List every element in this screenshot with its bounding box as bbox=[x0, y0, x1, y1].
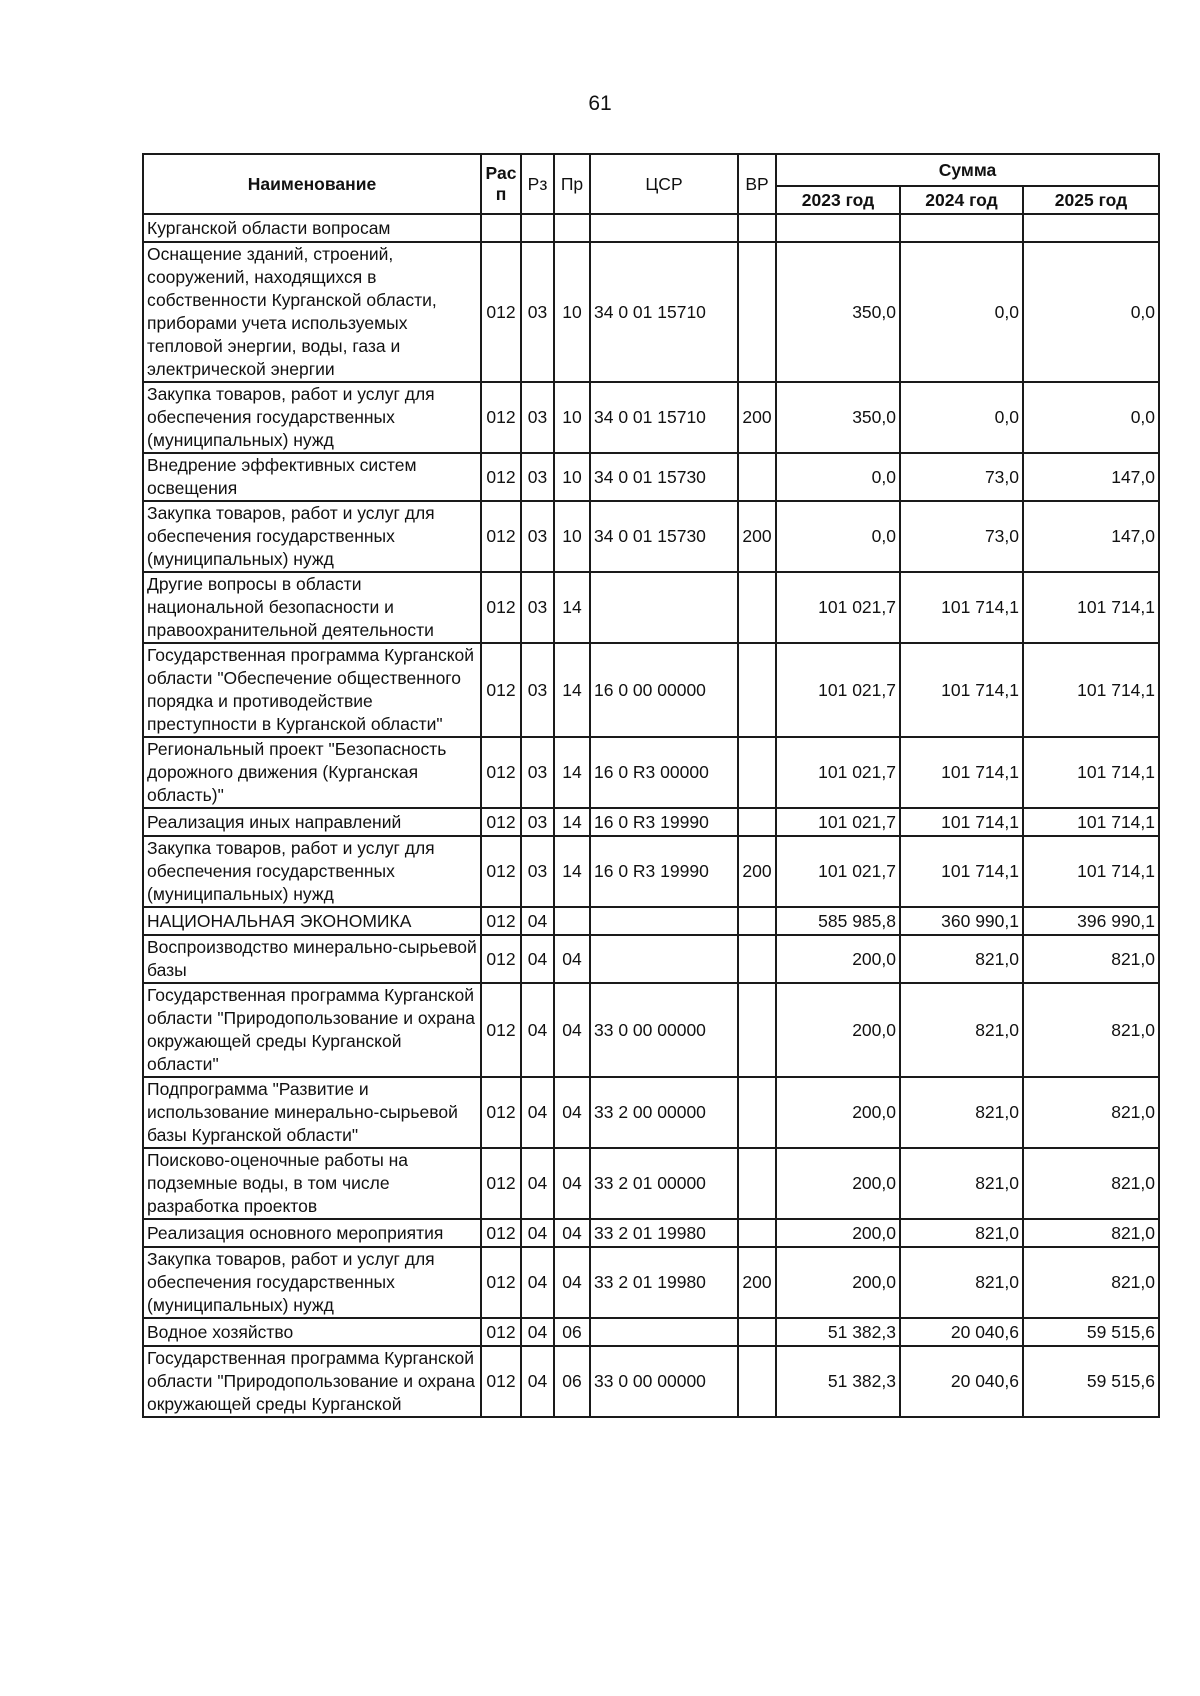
cell-2025: 147,0 bbox=[1023, 453, 1159, 501]
cell-2024: 73,0 bbox=[900, 501, 1023, 572]
table-row bbox=[143, 1346, 1159, 1417]
cell-vr bbox=[738, 935, 776, 983]
cell-csr: 34 0 01 15730 bbox=[590, 501, 738, 572]
cell-rasp: 012 bbox=[481, 1219, 521, 1247]
cell-2025: 821,0 bbox=[1023, 1219, 1159, 1247]
cell-pr: 14 bbox=[554, 643, 590, 737]
col-header-name: Наименование bbox=[143, 154, 481, 214]
cell-csr: 16 0 R3 19990 bbox=[590, 808, 738, 836]
cell-2024: 821,0 bbox=[900, 1077, 1023, 1148]
col-header-pr: Пр bbox=[554, 154, 590, 214]
table-row bbox=[143, 935, 1159, 983]
cell-2025: 396 990,1 bbox=[1023, 907, 1159, 935]
cell-vr bbox=[738, 1148, 776, 1219]
cell-name: Водное хозяйство bbox=[143, 1318, 481, 1346]
cell-vr bbox=[738, 242, 776, 382]
cell-rasp: 012 bbox=[481, 382, 521, 453]
cell-rasp: 012 bbox=[481, 836, 521, 907]
cell-name: Поисково-оценочные работы на подземные воды, в том числе разработка проектов bbox=[143, 1148, 481, 1219]
cell-name: Региональный проект "Безопасность дорожного движения (Курганская область)" bbox=[143, 737, 481, 808]
cell-rz: 03 bbox=[521, 808, 554, 836]
table-row bbox=[143, 242, 1159, 382]
cell-rz: 03 bbox=[521, 643, 554, 737]
cell-name: Государственная программа Курганской области "Природопользование и охрана окружающей среды Курганской области" bbox=[143, 983, 481, 1077]
cell-2024: 101 714,1 bbox=[900, 737, 1023, 808]
cell-2023: 0,0 bbox=[776, 501, 900, 572]
col-header-sum: Сумма bbox=[776, 154, 1159, 186]
cell-2023: 585 985,8 bbox=[776, 907, 900, 935]
cell-rz: 03 bbox=[521, 382, 554, 453]
cell-name: Другие вопросы в области национальной безопасности и правоохранительной деятельности bbox=[143, 572, 481, 643]
cell-2023: 350,0 bbox=[776, 242, 900, 382]
cell-vr bbox=[738, 907, 776, 935]
table-row bbox=[143, 983, 1159, 1077]
table-row bbox=[143, 572, 1159, 643]
cell-rasp: 012 bbox=[481, 501, 521, 572]
table-row bbox=[143, 1077, 1159, 1148]
cell-name: Закупка товаров, работ и услуг для обеспечения государственных (муниципальных) нужд bbox=[143, 1247, 481, 1318]
cell-2025: 101 714,1 bbox=[1023, 737, 1159, 808]
cell-vr: 200 bbox=[738, 836, 776, 907]
cell-pr: 04 bbox=[554, 1219, 590, 1247]
cell-2024: 101 714,1 bbox=[900, 572, 1023, 643]
cell-csr: 16 0 R3 19990 bbox=[590, 836, 738, 907]
cell-2023: 200,0 bbox=[776, 1148, 900, 1219]
cell-pr: 04 bbox=[554, 983, 590, 1077]
cell-2024: 101 714,1 bbox=[900, 643, 1023, 737]
cell-rasp: 012 bbox=[481, 1346, 521, 1417]
cell-csr: 34 0 01 15710 bbox=[590, 242, 738, 382]
cell-csr: 34 0 01 15730 bbox=[590, 453, 738, 501]
cell-rz: 04 bbox=[521, 1148, 554, 1219]
cell-vr bbox=[738, 737, 776, 808]
cell-pr bbox=[554, 907, 590, 935]
table-row bbox=[143, 1219, 1159, 1247]
cell-pr: 14 bbox=[554, 737, 590, 808]
cell-csr bbox=[590, 214, 738, 242]
col-header-vr: ВР bbox=[738, 154, 776, 214]
cell-vr bbox=[738, 808, 776, 836]
cell-rz: 03 bbox=[521, 242, 554, 382]
cell-2024: 821,0 bbox=[900, 1148, 1023, 1219]
cell-rz: 04 bbox=[521, 907, 554, 935]
table-row bbox=[143, 907, 1159, 935]
table-row bbox=[143, 737, 1159, 808]
cell-vr: 200 bbox=[738, 1247, 776, 1318]
cell-2023: 200,0 bbox=[776, 1077, 900, 1148]
cell-vr bbox=[738, 1318, 776, 1346]
cell-rasp: 012 bbox=[481, 935, 521, 983]
cell-rasp: 012 bbox=[481, 808, 521, 836]
cell-vr bbox=[738, 643, 776, 737]
cell-csr: 33 2 01 19980 bbox=[590, 1247, 738, 1318]
cell-rz: 03 bbox=[521, 501, 554, 572]
cell-name: Закупка товаров, работ и услуг для обеспечения государственных (муниципальных) нужд bbox=[143, 382, 481, 453]
cell-pr: 10 bbox=[554, 382, 590, 453]
cell-2023: 200,0 bbox=[776, 935, 900, 983]
cell-rz: 03 bbox=[521, 737, 554, 808]
cell-2024: 821,0 bbox=[900, 935, 1023, 983]
table-row bbox=[143, 1247, 1159, 1318]
cell-pr: 04 bbox=[554, 935, 590, 983]
cell-name: Закупка товаров, работ и услуг для обеспечения государственных (муниципальных) нужд bbox=[143, 501, 481, 572]
cell-csr: 33 0 00 00000 bbox=[590, 983, 738, 1077]
cell-csr bbox=[590, 907, 738, 935]
cell-2024: 20 040,6 bbox=[900, 1346, 1023, 1417]
cell-2025: 59 515,6 bbox=[1023, 1346, 1159, 1417]
cell-csr: 33 2 01 00000 bbox=[590, 1148, 738, 1219]
cell-csr bbox=[590, 572, 738, 643]
col-header-2023: 2023 год bbox=[776, 186, 900, 214]
cell-pr bbox=[554, 214, 590, 242]
cell-2025: 101 714,1 bbox=[1023, 808, 1159, 836]
cell-2025: 59 515,6 bbox=[1023, 1318, 1159, 1346]
cell-rasp bbox=[481, 214, 521, 242]
cell-2023: 200,0 bbox=[776, 1219, 900, 1247]
col-header-2024: 2024 год bbox=[900, 186, 1023, 214]
cell-vr bbox=[738, 572, 776, 643]
cell-rz: 04 bbox=[521, 935, 554, 983]
cell-2023: 101 021,7 bbox=[776, 643, 900, 737]
cell-rasp: 012 bbox=[481, 737, 521, 808]
cell-rz: 04 bbox=[521, 1077, 554, 1148]
cell-csr: 33 2 00 00000 bbox=[590, 1077, 738, 1148]
table-row bbox=[143, 382, 1159, 453]
cell-2025: 147,0 bbox=[1023, 501, 1159, 572]
cell-2024: 821,0 bbox=[900, 983, 1023, 1077]
cell-2023 bbox=[776, 214, 900, 242]
table-header-row bbox=[143, 154, 1159, 186]
cell-rasp: 012 bbox=[481, 572, 521, 643]
cell-vr: 200 bbox=[738, 382, 776, 453]
cell-pr: 04 bbox=[554, 1247, 590, 1318]
col-header-csr: ЦСР bbox=[590, 154, 738, 214]
cell-rasp: 012 bbox=[481, 242, 521, 382]
cell-2025: 821,0 bbox=[1023, 983, 1159, 1077]
cell-2025: 821,0 bbox=[1023, 1247, 1159, 1318]
cell-2023: 350,0 bbox=[776, 382, 900, 453]
cell-name: Оснащение зданий, строений, сооружений, находящихся в собственности Курганской области, приборами учета используемых тепловой энергии, воды, газа и электрической энергии bbox=[143, 242, 481, 382]
cell-csr bbox=[590, 1318, 738, 1346]
cell-csr: 16 0 00 00000 bbox=[590, 643, 738, 737]
cell-vr bbox=[738, 1346, 776, 1417]
cell-name: Реализация иных направлений bbox=[143, 808, 481, 836]
cell-name: Закупка товаров, работ и услуг для обеспечения государственных (муниципальных) нужд bbox=[143, 836, 481, 907]
cell-2023: 101 021,7 bbox=[776, 808, 900, 836]
cell-2023: 200,0 bbox=[776, 1247, 900, 1318]
cell-name: Курганской области вопросам bbox=[143, 214, 481, 242]
cell-name: НАЦИОНАЛЬНАЯ ЭКОНОМИКА bbox=[143, 907, 481, 935]
cell-name: Внедрение эффективных систем освещения bbox=[143, 453, 481, 501]
table-row bbox=[143, 214, 1159, 242]
cell-pr: 04 bbox=[554, 1077, 590, 1148]
cell-vr bbox=[738, 453, 776, 501]
cell-2025: 0,0 bbox=[1023, 382, 1159, 453]
cell-pr: 04 bbox=[554, 1148, 590, 1219]
table-body bbox=[143, 214, 1159, 1417]
col-header-2025: 2025 год bbox=[1023, 186, 1159, 214]
cell-rz: 04 bbox=[521, 983, 554, 1077]
cell-name: Государственная программа Курганской области "Природопользование и охрана окружающей среды Курганской bbox=[143, 1346, 481, 1417]
cell-2023: 101 021,7 bbox=[776, 836, 900, 907]
cell-pr: 14 bbox=[554, 836, 590, 907]
cell-2024: 101 714,1 bbox=[900, 808, 1023, 836]
cell-2025: 821,0 bbox=[1023, 935, 1159, 983]
cell-2023: 51 382,3 bbox=[776, 1346, 900, 1417]
cell-2025: 101 714,1 bbox=[1023, 643, 1159, 737]
cell-rasp: 012 bbox=[481, 983, 521, 1077]
cell-rasp: 012 bbox=[481, 1077, 521, 1148]
cell-rz: 04 bbox=[521, 1346, 554, 1417]
cell-2024: 73,0 bbox=[900, 453, 1023, 501]
cell-2023: 101 021,7 bbox=[776, 737, 900, 808]
col-header-rz: Рз bbox=[521, 154, 554, 214]
col-header-rasp: Рас п bbox=[481, 154, 521, 214]
cell-2023: 0,0 bbox=[776, 453, 900, 501]
cell-csr: 34 0 01 15710 bbox=[590, 382, 738, 453]
table-row bbox=[143, 453, 1159, 501]
cell-2025: 821,0 bbox=[1023, 1077, 1159, 1148]
cell-pr: 10 bbox=[554, 242, 590, 382]
budget-table bbox=[142, 153, 1160, 1418]
cell-2024: 360 990,1 bbox=[900, 907, 1023, 935]
cell-vr bbox=[738, 1219, 776, 1247]
cell-2025 bbox=[1023, 214, 1159, 242]
table-row bbox=[143, 808, 1159, 836]
cell-2024: 101 714,1 bbox=[900, 836, 1023, 907]
cell-rasp: 012 bbox=[481, 453, 521, 501]
cell-rz bbox=[521, 214, 554, 242]
cell-pr: 14 bbox=[554, 808, 590, 836]
cell-rz: 04 bbox=[521, 1318, 554, 1346]
cell-2025: 0,0 bbox=[1023, 242, 1159, 382]
cell-vr bbox=[738, 214, 776, 242]
cell-2024: 0,0 bbox=[900, 242, 1023, 382]
cell-name: Подпрограмма "Развитие и использование минерально-сырьевой базы Курганской области" bbox=[143, 1077, 481, 1148]
table-row bbox=[143, 1318, 1159, 1346]
cell-rasp: 012 bbox=[481, 643, 521, 737]
cell-vr bbox=[738, 1077, 776, 1148]
cell-2024: 0,0 bbox=[900, 382, 1023, 453]
cell-rz: 04 bbox=[521, 1247, 554, 1318]
cell-pr: 14 bbox=[554, 572, 590, 643]
cell-2024: 821,0 bbox=[900, 1219, 1023, 1247]
cell-pr: 10 bbox=[554, 501, 590, 572]
cell-csr: 33 2 01 19980 bbox=[590, 1219, 738, 1247]
cell-2023: 101 021,7 bbox=[776, 572, 900, 643]
cell-2023: 51 382,3 bbox=[776, 1318, 900, 1346]
cell-name: Воспроизводство минерально-сырьевой базы bbox=[143, 935, 481, 983]
cell-2024: 20 040,6 bbox=[900, 1318, 1023, 1346]
cell-rz: 03 bbox=[521, 572, 554, 643]
table-row bbox=[143, 1148, 1159, 1219]
cell-rz: 03 bbox=[521, 836, 554, 907]
cell-rasp: 012 bbox=[481, 1148, 521, 1219]
cell-csr bbox=[590, 935, 738, 983]
cell-csr: 16 0 R3 00000 bbox=[590, 737, 738, 808]
cell-csr: 33 0 00 00000 bbox=[590, 1346, 738, 1417]
cell-rz: 03 bbox=[521, 453, 554, 501]
cell-rz: 04 bbox=[521, 1219, 554, 1247]
cell-rasp: 012 bbox=[481, 907, 521, 935]
cell-vr bbox=[738, 983, 776, 1077]
cell-2025: 821,0 bbox=[1023, 1148, 1159, 1219]
table-row bbox=[143, 501, 1159, 572]
cell-2025: 101 714,1 bbox=[1023, 836, 1159, 907]
table-row bbox=[143, 836, 1159, 907]
cell-2024: 821,0 bbox=[900, 1247, 1023, 1318]
page-number: 61 bbox=[588, 92, 612, 115]
cell-rasp: 012 bbox=[481, 1318, 521, 1346]
cell-pr: 06 bbox=[554, 1318, 590, 1346]
cell-2024 bbox=[900, 214, 1023, 242]
cell-2023: 200,0 bbox=[776, 983, 900, 1077]
table-row bbox=[143, 643, 1159, 737]
cell-pr: 10 bbox=[554, 453, 590, 501]
cell-rasp: 012 bbox=[481, 1247, 521, 1318]
cell-vr: 200 bbox=[738, 501, 776, 572]
cell-name: Государственная программа Курганской области "Обеспечение общественного порядка и противодействие преступности в Курганской области" bbox=[143, 643, 481, 737]
cell-pr: 06 bbox=[554, 1346, 590, 1417]
cell-2025: 101 714,1 bbox=[1023, 572, 1159, 643]
cell-name: Реализация основного мероприятия bbox=[143, 1219, 481, 1247]
